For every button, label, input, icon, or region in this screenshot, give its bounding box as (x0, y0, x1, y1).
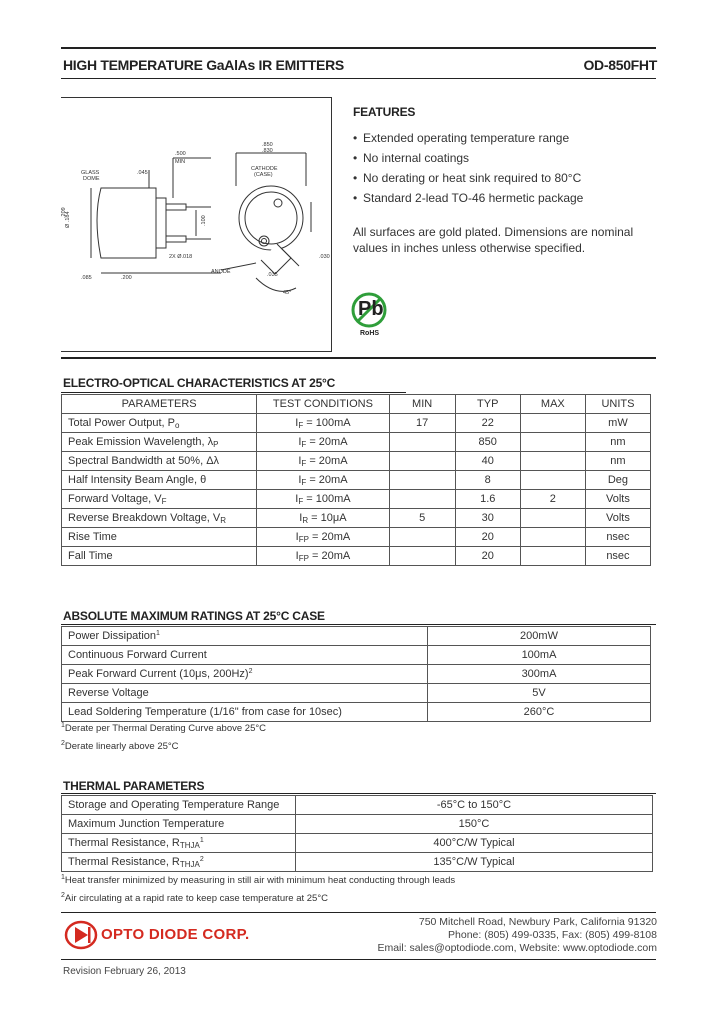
table-row (62, 834, 653, 853)
condition-subscript: F (298, 496, 304, 506)
footnote-marker: 1 (156, 630, 160, 637)
cell-typ: 30 (455, 509, 520, 528)
condition-symbol: I (298, 435, 302, 448)
cell-value: 150°C (296, 815, 653, 834)
dim-200-label: .200 (121, 275, 132, 281)
cell-min (389, 547, 455, 566)
cell-typ: 22 (455, 414, 520, 433)
angle-45-label: 45° (283, 290, 292, 296)
features-note: All surfaces are gold plated. Dimensions are nominal values in inches unless otherwise specified. (353, 225, 634, 255)
parameter-text: Reverse Voltage (68, 687, 149, 699)
condition-subscript: R (302, 515, 309, 525)
condition-symbol: I (299, 511, 303, 524)
cell-value: 135°C/W Typical (296, 853, 653, 872)
table-row (62, 853, 653, 872)
rohs-label: RoHS (360, 330, 380, 337)
anode-label: ANODE (211, 269, 231, 275)
part-number: OD-850FHT (583, 57, 657, 73)
cell-parameter (62, 646, 428, 665)
cell-parameter (62, 853, 296, 872)
cell-parameter (62, 490, 257, 509)
cell-units: nsec (585, 547, 650, 566)
absolute-max-footnote: $^1$Derate per Thermal Derating Curve above 25°C (61, 722, 267, 734)
condition-value: = 20mA (308, 530, 351, 543)
header-parameters: PARAMETERS (62, 395, 257, 414)
parameter-text: Power Dissipation (68, 630, 157, 642)
cell-test-condition (257, 509, 389, 528)
company-address: 750 Mitchell Road, Newbury Park, California 91320 (418, 916, 657, 928)
parameter-text: Forward Voltage, V (68, 492, 162, 505)
condition-symbol: I (298, 473, 302, 486)
parameter-text: Peak Emission Wavelength, λ (68, 435, 214, 448)
cell-typ: 20 (455, 547, 520, 566)
feature-item: • Standard 2-lead TO-46 hermetic package (353, 191, 584, 205)
cell-test-condition (257, 528, 389, 547)
table-row (62, 815, 653, 834)
feature-item: • No derating or heat sink required to 80°C (353, 171, 582, 185)
parameter-text: Total Power Output, P (68, 416, 175, 429)
table-row (62, 433, 651, 452)
cell-value: 400°C/W Typical (296, 834, 653, 853)
cell-max (520, 528, 585, 547)
company-logo (64, 920, 269, 950)
parameter-text: Storage and Operating Temperature Range (68, 799, 280, 811)
cell-units: nm (585, 452, 650, 471)
document-title: HIGH TEMPERATURE GaAlAs IR EMITTERS (63, 57, 344, 73)
cell-min (389, 490, 455, 509)
table-row (62, 796, 653, 815)
condition-symbol: I (298, 454, 302, 467)
cell-parameter (62, 796, 296, 815)
condition-subscript: F (298, 420, 304, 430)
electro-optical-title-rule (61, 392, 406, 393)
cell-parameter (62, 834, 296, 853)
header-rule (61, 78, 656, 79)
cell-min (389, 452, 455, 471)
table-row (62, 471, 651, 490)
cell-typ: 20 (455, 528, 520, 547)
parameter-subscript: THJA (179, 840, 200, 850)
cathode-label-1: CATHODE (251, 166, 278, 172)
thermal-footnote: $^2$Air circulating at a rapid rate to keep case temperature at 25°C (61, 892, 328, 904)
cell-units: Volts (585, 509, 650, 528)
table-row (62, 646, 651, 665)
condition-value: = 100mA (303, 416, 351, 429)
section-rule (61, 357, 656, 359)
condition-symbol: I (295, 549, 299, 562)
condition-value: = 20mA (306, 473, 348, 486)
electro-optical-table (61, 394, 651, 566)
condition-subscript: F (301, 458, 307, 468)
cell-typ: 850 (455, 433, 520, 452)
cell-max (520, 433, 585, 452)
cell-value: -65°C to 150°C (296, 796, 653, 815)
features-title: FEATURES (353, 105, 416, 119)
cell-units: nm (585, 433, 650, 452)
dim-500-label: .500 (175, 151, 186, 157)
cell-value: 100mA (428, 646, 651, 665)
cell-parameter (62, 684, 428, 703)
condition-subscript: F (301, 439, 307, 449)
cell-max (520, 452, 585, 471)
parameter-text: Lead Soldering Temperature (1/16" from case for 10sec) (68, 706, 342, 718)
mechanical-drawing (61, 97, 332, 352)
header-typ: TYP (455, 395, 520, 414)
dim-830-label: .830 (262, 148, 273, 154)
rohs-symbol (350, 291, 388, 329)
cell-value: 300mA (428, 665, 651, 684)
cell-parameter (62, 433, 257, 452)
cell-parameter (62, 414, 257, 433)
table-row (62, 528, 651, 547)
cell-min (389, 433, 455, 452)
dim-035-label: .035 (267, 272, 278, 278)
cell-max (520, 471, 585, 490)
parameter-subscript: o (175, 420, 180, 430)
thermal-footnote: $^1$Heat transfer minimized by measuring in still air with minimum heat conducting through leads (61, 874, 456, 886)
header-max: MAX (520, 395, 585, 414)
diode-logo-icon (64, 920, 100, 950)
thermal-title: THERMAL PARAMETERS (63, 779, 205, 793)
parameter-text: Continuous Forward Current (68, 649, 207, 661)
cell-test-condition (257, 433, 389, 452)
cell-typ: 40 (455, 452, 520, 471)
feature-item: • No internal coatings (353, 151, 470, 165)
dim-min-label: MIN (175, 159, 186, 165)
table-row (62, 703, 651, 722)
parameter-text: Reverse Breakdown Voltage, V (68, 511, 221, 524)
table-row (62, 414, 651, 433)
table-header-row (62, 395, 651, 414)
thermal-title-rule (61, 793, 656, 794)
company-email-web: Email: sales@optodiode.com, Website: www.optodiode.com (377, 942, 657, 954)
package-outline-drawing (61, 98, 332, 353)
parameter-subscript: F (161, 496, 167, 506)
footer-rule (61, 912, 656, 913)
absolute-max-title: ABSOLUTE MAXIMUM RATINGS AT 25°C CASE (63, 609, 325, 623)
cell-test-condition (257, 452, 389, 471)
electro-optical-title: ELECTRO-OPTICAL CHARACTERISTICS AT 25°C (63, 376, 336, 390)
cell-units: mW (585, 414, 650, 433)
cell-parameter (62, 547, 257, 566)
condition-value: = 100mA (303, 492, 351, 505)
cell-max (520, 547, 585, 566)
glass-dome-label-1: GLASS (81, 170, 100, 176)
condition-value: = 20mA (308, 549, 351, 562)
cell-parameter (62, 815, 296, 834)
condition-value: = 20mA (306, 435, 348, 448)
cell-typ: 1.6 (455, 490, 520, 509)
cell-parameter (62, 452, 257, 471)
parameter-text: Half Intensity Beam Angle, θ (68, 474, 207, 486)
condition-symbol: I (295, 492, 299, 505)
cell-parameter (62, 528, 257, 547)
company-phone-fax: Phone: (805) 499-0335, Fax: (805) 499-8108 (448, 929, 657, 941)
condition-symbol: I (295, 416, 299, 429)
dim-045-label: .045 (137, 170, 148, 176)
absolute-max-footnote: $^2$Derate linearly above 25°C (61, 740, 179, 752)
cell-test-condition (257, 490, 389, 509)
table-row (62, 627, 651, 646)
table-row (62, 509, 651, 528)
parameter-text: Maximum Junction Temperature (68, 818, 225, 830)
cell-value: 5V (428, 684, 651, 703)
dim-850-label: .850 (262, 142, 273, 148)
cell-parameter (62, 471, 257, 490)
cell-max (520, 414, 585, 433)
revision-date: Revision February 26, 2013 (63, 966, 186, 977)
footnote-marker: 1 (199, 836, 204, 844)
cell-value: 200mW (428, 627, 651, 646)
table-row (62, 452, 651, 471)
feature-item: • Extended operating temperature range (353, 131, 570, 145)
cell-units: Volts (585, 490, 650, 509)
cell-typ: 8 (455, 471, 520, 490)
dim-209-label: .209 (61, 207, 67, 218)
cell-parameter (62, 703, 428, 722)
rohs-pb-text: Pb (358, 298, 384, 320)
glass-dome-label-2: DOME (83, 176, 100, 182)
leads-label: 2X Ø.018 (169, 254, 193, 260)
parameter-text: Thermal Resistance, R (68, 855, 180, 868)
table-row (62, 547, 651, 566)
thermal-table (61, 795, 653, 872)
condition-subscript: FP (298, 534, 309, 544)
dia-184-label: Ø .184 (65, 211, 71, 228)
table-row (62, 665, 651, 684)
cell-min (389, 528, 455, 547)
parameter-text: Fall Time (68, 550, 113, 562)
cell-value: 260°C (428, 703, 651, 722)
cell-min: 5 (389, 509, 455, 528)
cell-parameter (62, 665, 428, 684)
cell-min (389, 471, 455, 490)
parameter-text: Thermal Resistance, R (68, 836, 180, 849)
footnote-marker: 2 (199, 855, 204, 863)
condition-subscript: FP (298, 553, 309, 563)
condition-value: = 10μA (308, 511, 347, 524)
cell-parameter (62, 627, 428, 646)
dim-085-label: .085 (81, 275, 92, 281)
cell-test-condition (257, 547, 389, 566)
parameter-subscript: R (220, 515, 227, 525)
condition-subscript: F (301, 477, 307, 487)
cell-test-condition (257, 471, 389, 490)
parameter-subscript: THJA (179, 859, 200, 869)
parameter-text: Rise Time (68, 531, 117, 543)
absolute-max-table (61, 626, 651, 722)
dim-100-label: .100 (201, 215, 207, 226)
table-row (62, 684, 651, 703)
company-name: OPTO DIODE CORP. (101, 926, 250, 943)
cell-max (520, 509, 585, 528)
parameter-text: Peak Forward Current (10μs, 200Hz) (68, 668, 249, 680)
header-test-conditions: TEST CONDITIONS (257, 395, 389, 414)
absolute-max-title-rule (61, 624, 656, 625)
cell-units: Deg (585, 471, 650, 490)
dim-030-label: .030 (319, 254, 330, 260)
footer-bottom-rule (61, 959, 656, 960)
top-rule (61, 47, 656, 49)
condition-value: = 20mA (306, 454, 348, 467)
parameter-subscript: P (213, 439, 219, 449)
cell-max: 2 (520, 490, 585, 509)
table-row (62, 490, 651, 509)
header-min: MIN (389, 395, 455, 414)
cell-min: 17 (389, 414, 455, 433)
condition-symbol: I (295, 530, 299, 543)
cathode-label-2: (CASE) (254, 172, 273, 178)
cell-units: nsec (585, 528, 650, 547)
cell-test-condition (257, 414, 389, 433)
cell-parameter (62, 509, 257, 528)
parameter-text: Spectral Bandwidth at 50%, Δλ (68, 455, 220, 467)
header-units: UNITS (585, 395, 650, 414)
footnote-marker: 2 (248, 668, 253, 675)
